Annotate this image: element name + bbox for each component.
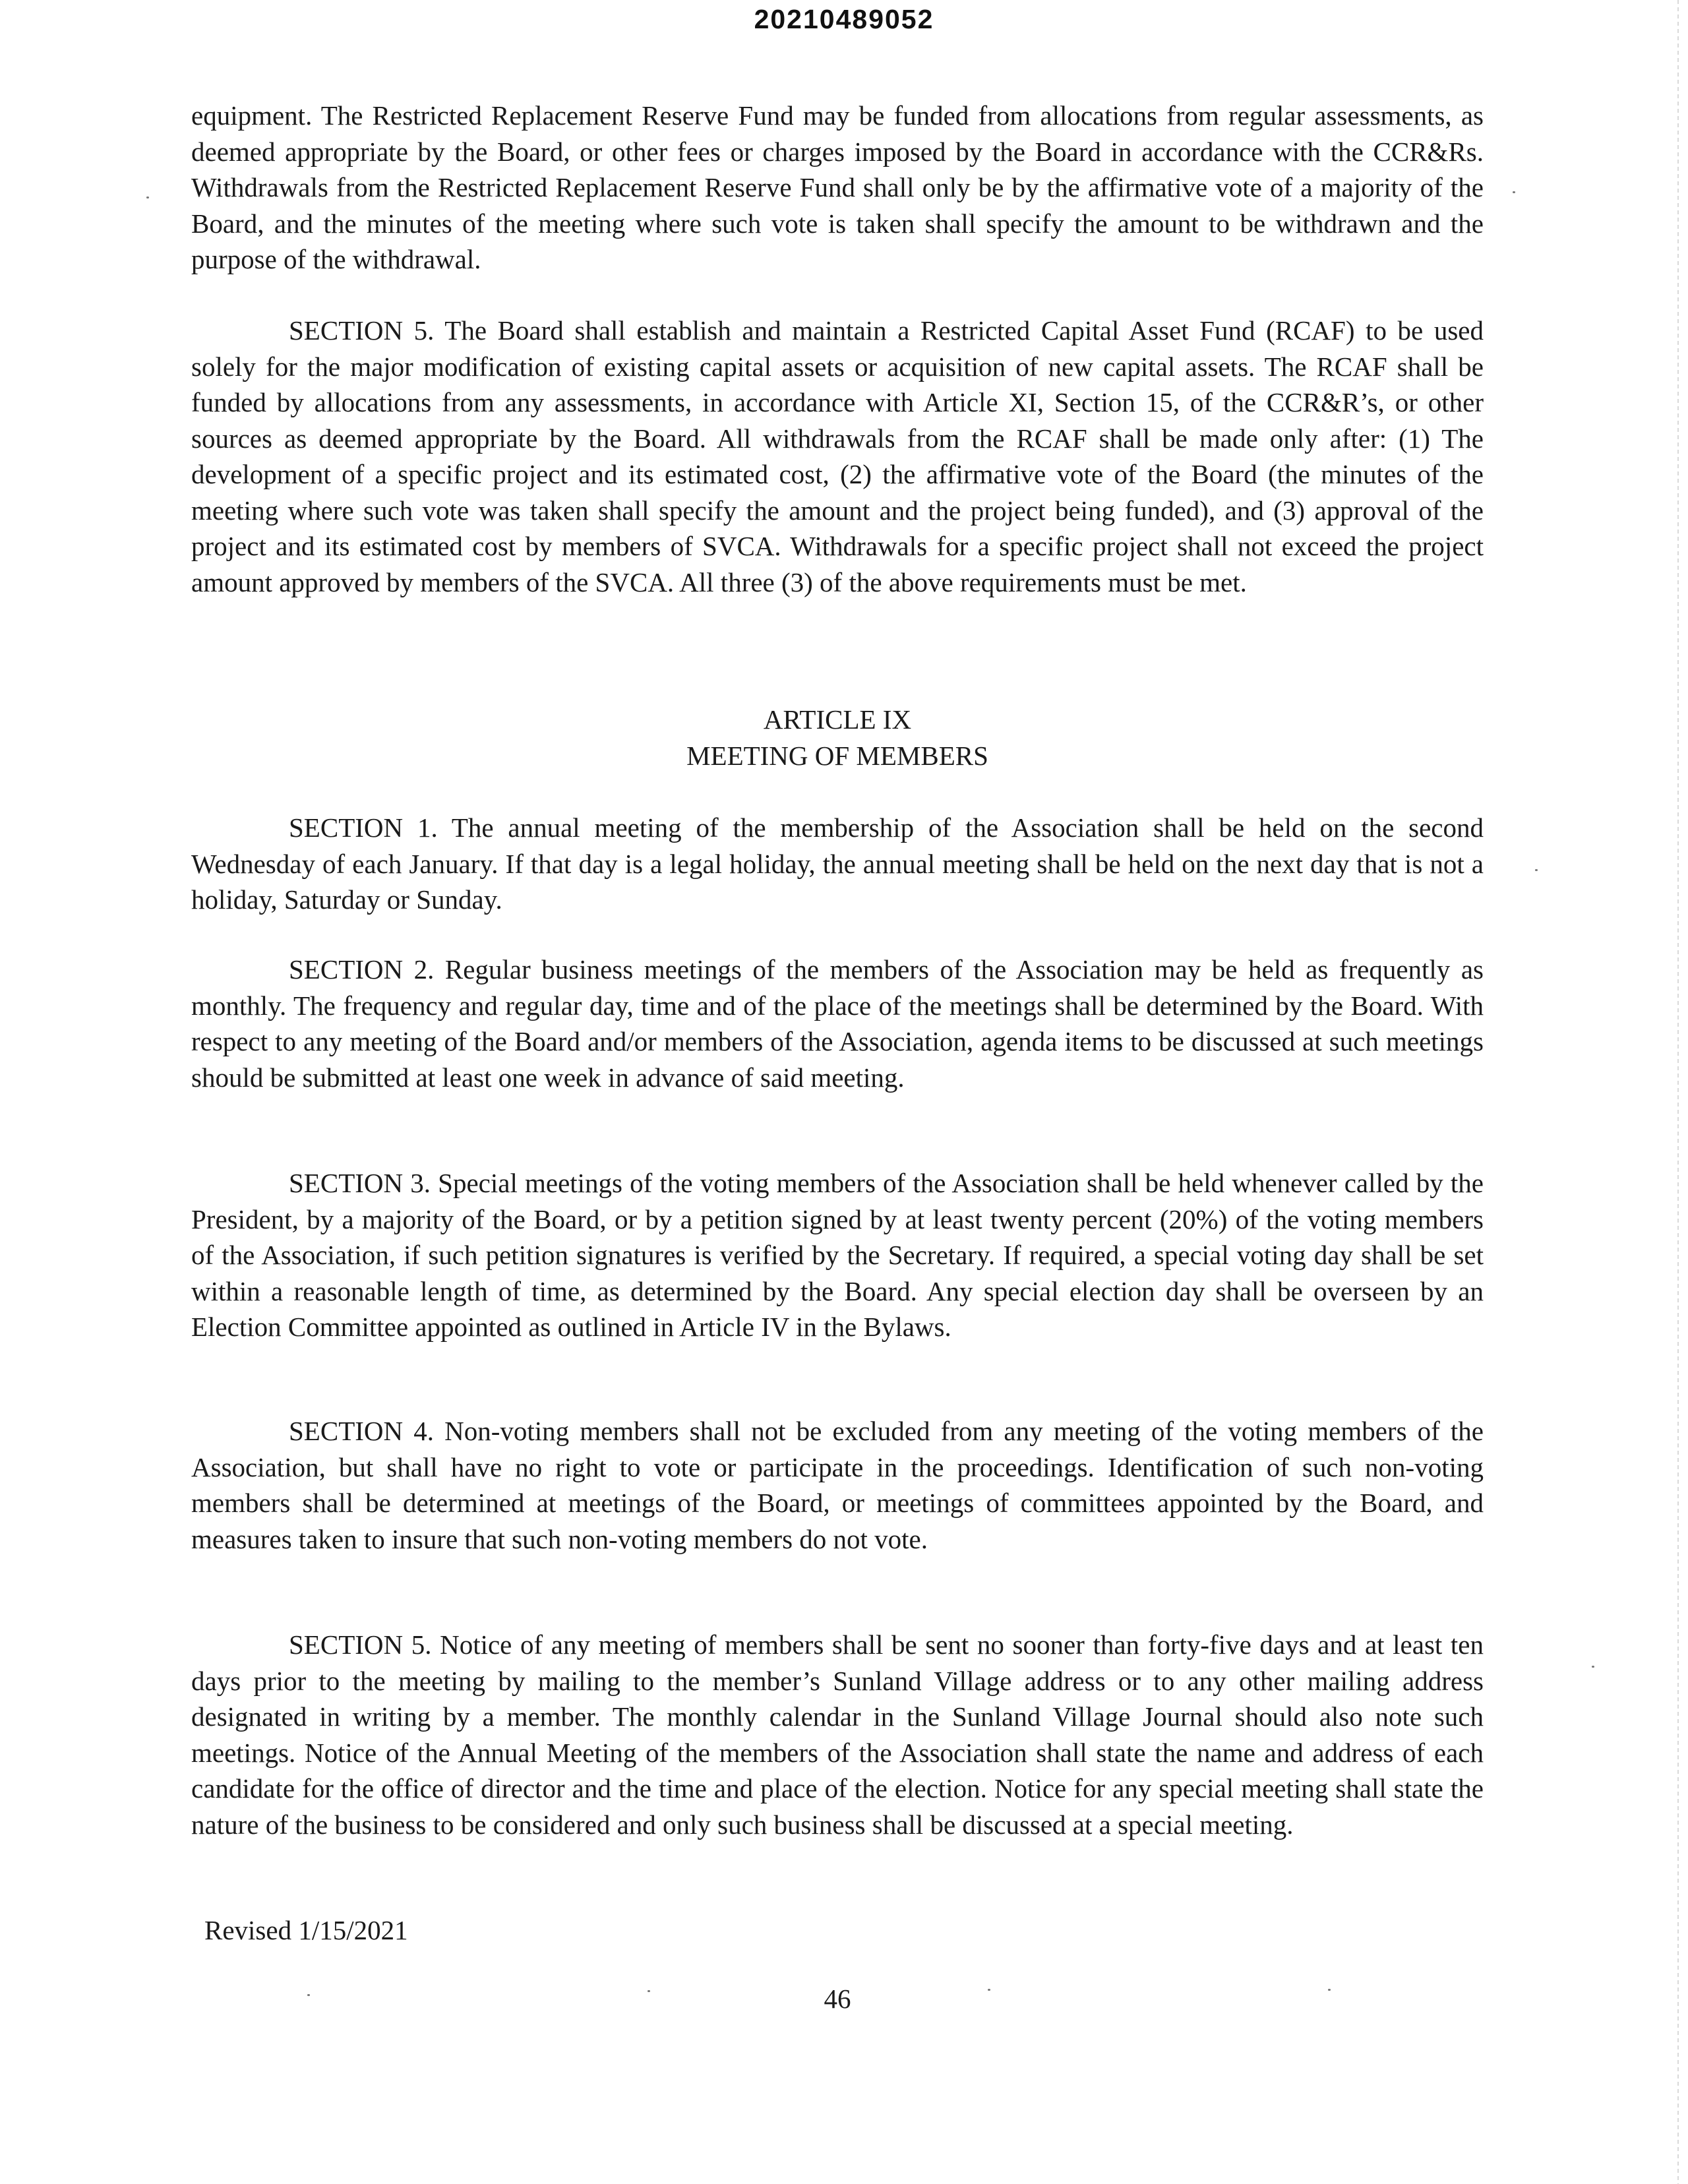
- section-4-non-voting-members: SECTION 4. Non-voting members shall not be excluded from any meeting of the voting members of the Association, but shall have no right to vote or participate in the proceedings. Identification of such non-voting members shall be determined at meetings of the Board, or meetings of committees appointed by the Board, and measures taken to insure that such non-voting members do not vote.: [191, 1416, 1484, 1554]
- scan-speck: [648, 1990, 650, 1992]
- scan-speck: [988, 1989, 990, 1991]
- page-number: 46: [824, 1984, 851, 2014]
- scan-speck: [1328, 1989, 1331, 1991]
- scan-speck: [146, 197, 149, 198]
- scan-speck: [1513, 191, 1515, 193]
- scan-speck: [307, 1994, 310, 1996]
- section-2-regular-meetings: SECTION 2. Regular business meetings of the members of the Association may be held as frequently as monthly. The frequency and regular day, time and of the place of the meetings shall be determined by the Board. With respect to any meeting of the Board and/or members of the Association, agenda items to be discussed at such meetings should be submitted at least one week in advance of said meeting.: [191, 954, 1484, 1093]
- document-number: 20210489052: [754, 4, 934, 34]
- section-3-special-meetings: SECTION 3. Special meetings of the voting members of the Association shall be held whenever called by the President, by a majority of the Board, or by a petition signed by at least twenty percent (20%) of the voting members of the Association, if such petition signatures is verified by the Secretary. If required, a special voting day shall be set within a reasonable length of time, as determined by the Board. Any special election day shall be overseen by an Election Committee appointed as outlined in Article IV in the Bylaws.: [191, 1168, 1484, 1342]
- section-5-notice-of-meetings: SECTION 5. Notice of any meeting of members shall be sent no sooner than forty-five days and at least ten days prior to the meeting by mailing to the member’s Sunland Village address or to any other mailing address designated in writing by a member. The monthly calendar in the Sunland Village Journal should also note such meetings. Notice of the Annual Meeting of the members of the Association shall state the name and address of each candidate for the office of director and the time and place of the election. Notice for any special meeting shall state the nature of the business to be considered and only such business shall be discussed at a special meeting.: [191, 1629, 1484, 1840]
- article-title: MEETING OF MEMBERS: [686, 740, 988, 771]
- paragraph-section-5-rcaf: SECTION 5. The Board shall establish and maintain a Restricted Capital Asset Fund (RCAF) to be used solely for the major modification of existing capital assets or acquisition of new capital assets. The RCAF shall be funded by allocations from any assessments, in accordance with Article XI, Section 15, of the CCR&R’s, or other sources as deemed appropriate by the Board. All withdrawals from the RCAF shall be made only after: (1) The development of a specific project and its estimated cost, (2) the affirmative vote of the Board (the minutes of the meeting where such vote was taken shall specify the amount and the project being funded), and (3) approval of the project and its estimated cost by members of SVCA. Withdrawals for a specific project shall not exceed the project amount approved by members of the SVCA. All three (3) of the above requirements must be met.: [191, 315, 1484, 597]
- paragraph-reserve-fund-continuation: equipment. The Restricted Replacement Reserve Fund may be funded from allocations from regular assessments, as deemed appropriate by the Board, or other fees or charges imposed by the Board in accordance with the CCR&Rs. Withdrawals from the Restricted Replacement Reserve Fund shall only be by the affirmative vote of a majority of the Board, and the minutes of the meeting where such vote is taken shall specify the amount to be withdrawn and the purpose of the withdrawal.: [191, 100, 1484, 274]
- scan-edge-artifact: [1677, 0, 1679, 2184]
- revision-date: Revised 1/15/2021: [204, 1915, 408, 1945]
- scan-speck: [1535, 869, 1538, 871]
- section-1-annual-meeting: SECTION 1. The annual meeting of the membership of the Association shall be held on the second Wednesday of each January. If that day is a legal holiday, the annual meeting shall be held on the next day that is not a holiday, Saturday or Sunday.: [191, 812, 1484, 915]
- article-number: ARTICLE IX: [763, 704, 912, 735]
- article-heading: [191, 702, 1484, 774]
- scan-speck: [1592, 1666, 1594, 1668]
